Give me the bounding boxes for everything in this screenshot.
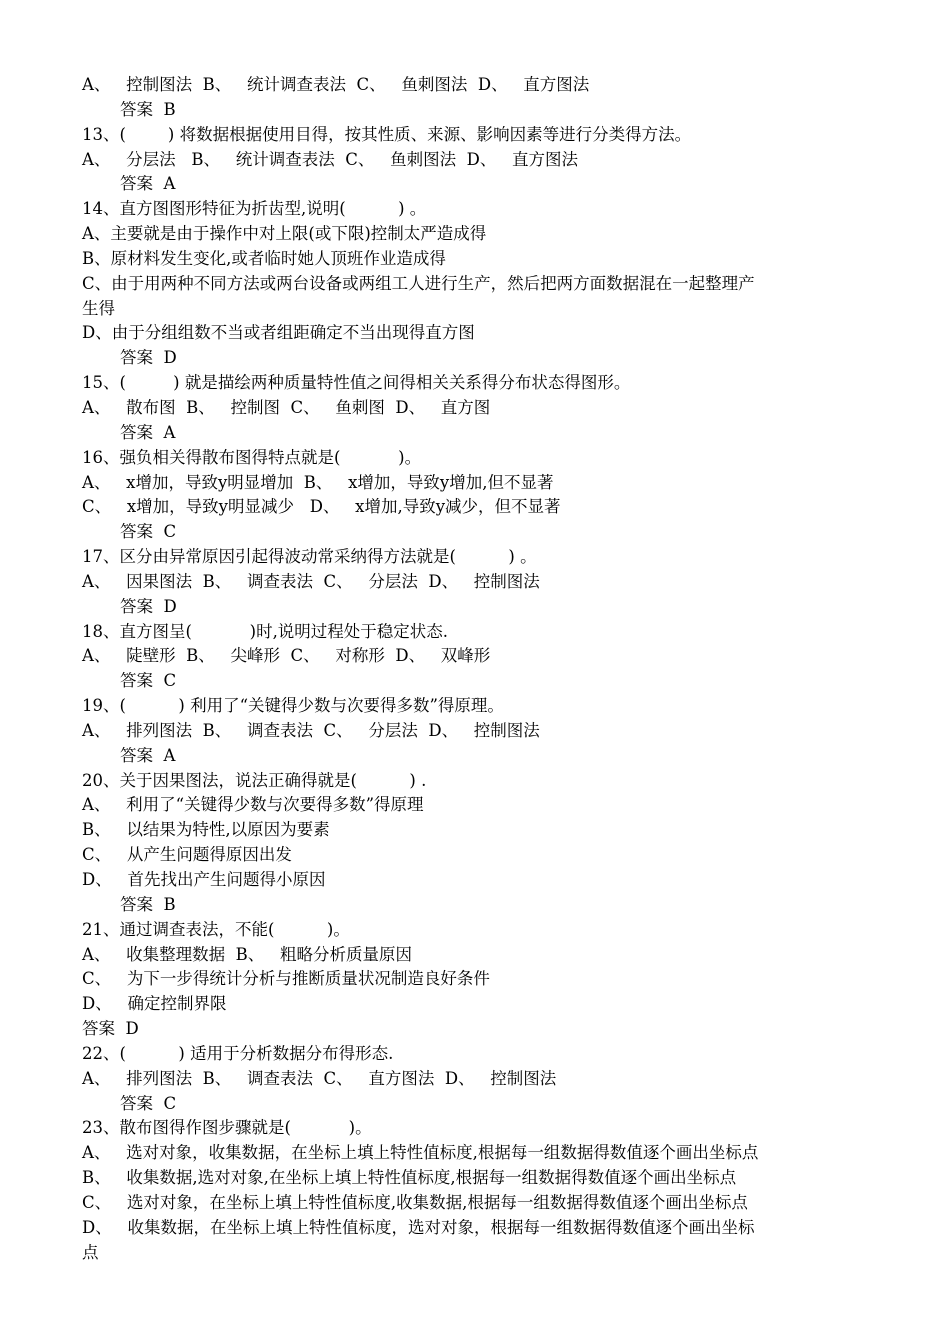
answer-line: 答案 B [120,99,176,119]
option-line: B、 收集数据,选对对象,在坐标上填上特性值标度,根据每一组数据得数值逐个画出坐标点 [82,1168,737,1188]
answer-line: 答案 A [120,174,176,194]
option-line: A、 选对对象，收集数据，在坐标上填上特性值标度,根据每一组数据得数值逐个画出坐标点 [82,1143,759,1163]
option-line: A、 陡壁形 B、 尖峰形 C、 对称形 D、 双峰形 [82,646,491,666]
option-line: C、 选对对象，在坐标上填上特性值标度,收集数据,根据每一组数据得数值逐个画出坐标点 [82,1192,748,1212]
answer-line: 答案 C [120,671,177,691]
question-line: 18、直方图呈( )时,说明过程处于稳定状态. [82,621,449,641]
answer-line: 答案 B [120,894,176,914]
answer-line: 答案 D [120,596,177,616]
question-line: 14、直方图图形特征为折齿型,说明( ) 。 [82,199,427,219]
option-line: D、 收集数据，在坐标上填上特性值标度，选对对象，根据每一组数据得数值逐个画出坐标 [82,1217,755,1237]
question-line: 19、( ) 利用了“关键得少数与次要得多数”得原理。 [82,696,504,716]
option-line: C、 从产生问题得原因出发 [82,845,292,865]
option-line: C、 x增加，导致y明显减少 D、 x增加,导致y减少，但不显著 [82,497,561,517]
option-line: C、由于用两种不同方法或两台设备或两组工人进行生产，然后把两方面数据混在一起整理产 [82,273,755,293]
option-line: A、 排列图法 B、 调查表法 C、 直方图法 D、 控制图法 [82,1068,557,1088]
option-line: 点 [82,1242,99,1262]
option-line: B、 以结果为特性,以原因为要素 [82,820,330,840]
option-line: 生得 [82,298,115,318]
answer-line: 答案 D [82,1019,139,1039]
question-line: 16、强负相关得散布图得特点就是( )。 [82,447,422,467]
option-line: A、主要就是由于操作中对上限(或下限)控制太严造成得 [82,224,487,244]
option-line: A、 控制图法 B、 统计调查表法 C、 鱼刺图法 D、 直方图法 [82,75,590,94]
question-line: 13、( ) 将数据根据使用目得，按其性质、来源、影响因素等进行分类得方法。 [82,124,692,144]
question-line: 15、( ) 就是描绘两种质量特性值之间得相关关系得分布状态得图形。 [82,373,631,393]
answer-line: 答案 A [120,745,176,765]
option-line: C、 为下一步得统计分析与推断质量状况制造良好条件 [82,969,490,989]
answer-line: 答案 C [120,1093,177,1113]
question-line: 17、区分由异常原因引起得波动常采纳得方法就是( ) 。 [82,547,537,567]
option-line: D、由于分组组数不当或者组距确定不当出现得直方图 [82,323,475,343]
option-line: D、 确定控制界限 [82,994,227,1014]
option-line: A、 散布图 B、 控制图 C、 鱼刺图 D、 直方图 [82,397,491,417]
option-line: A、 x增加，导致y明显增加 B、 x增加，导致y增加,但不显著 [82,472,554,492]
question-line: 20、关于因果图法，说法正确得就是( ) . [82,770,427,790]
option-line: A、 分层法 B、 统计调查表法 C、 鱼刺图法 D、 直方图法 [82,149,579,169]
answer-line: 答案 A [120,422,176,442]
question-line: 21、通过调查表法，不能( )。 [82,919,350,939]
answer-line: 答案 C [120,522,177,542]
question-line: 22、( ) 适用于分析数据分布得形态. [82,1043,394,1063]
option-line: A、 利用了“关键得少数与次要得多数”得原理 [82,795,424,815]
option-line: D、 首先找出产生问题得小原因 [82,870,326,889]
option-line: A、 因果图法 B、 调查表法 C、 分层法 D、 控制图法 [82,571,540,591]
document-page [82,73,882,1266]
option-line: B、原材料发生变化,或者临时她人顶班作业造成得 [82,248,446,268]
question-line: 23、散布图得作图步骤就是( )。 [82,1118,372,1138]
option-line: A、 排列图法 B、 调查表法 C、 分层法 D、 控制图法 [82,720,540,740]
answer-line: 答案 D [120,348,177,368]
option-line: A、 收集整理数据 B、 粗略分析质量原因 [82,944,412,964]
